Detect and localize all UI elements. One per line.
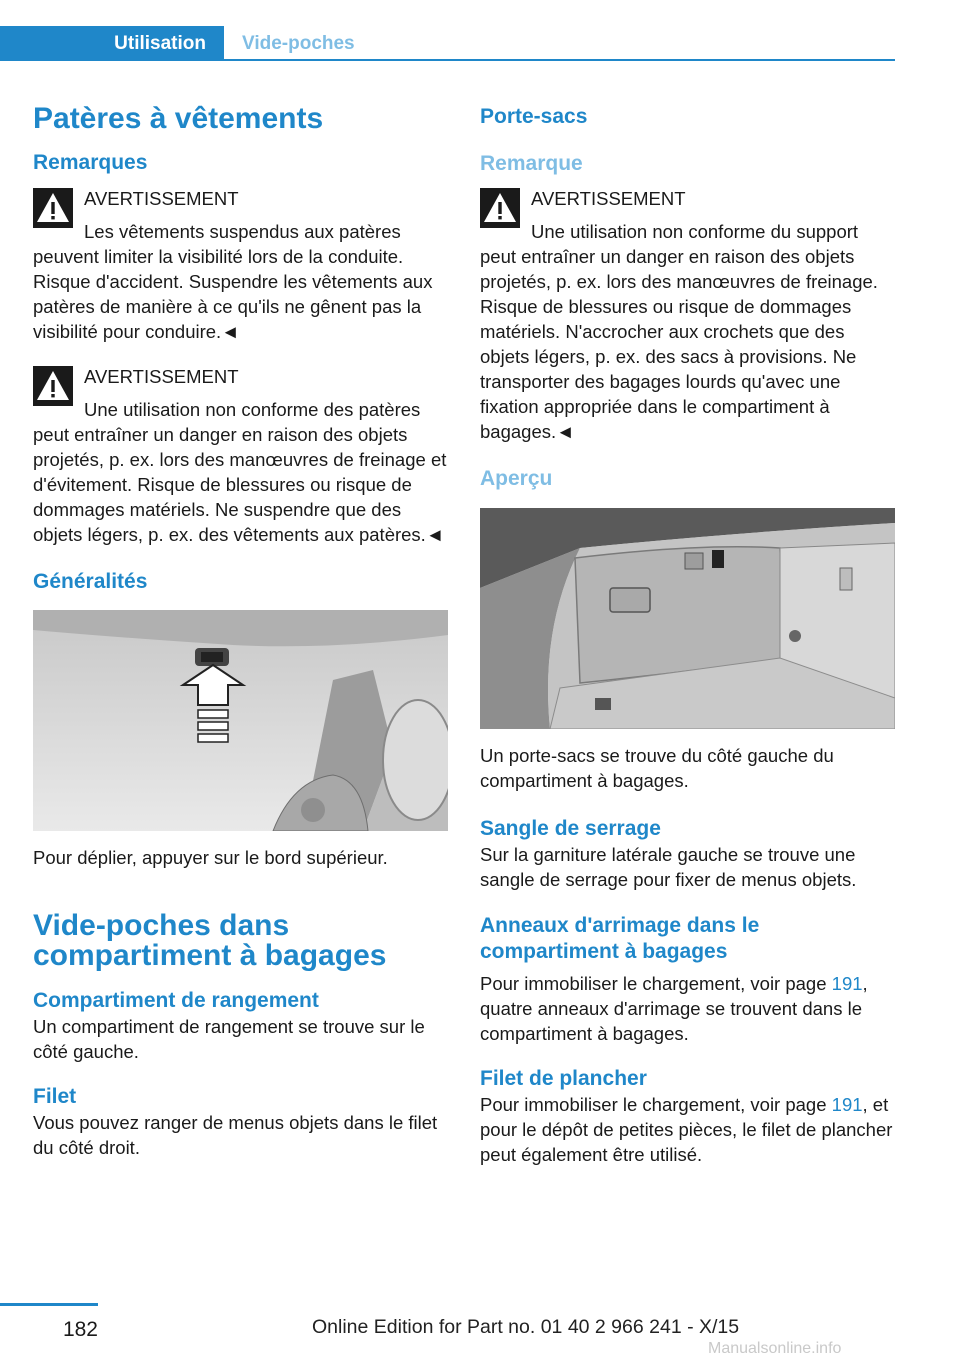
- header-tabs: [0, 26, 355, 61]
- storage-text: Un compartiment de rangement se trouve sur le côté gauche.: [33, 1016, 425, 1062]
- tab-utilisation[interactable]: Utilisation: [0, 26, 224, 61]
- net-heading: Filet: [33, 1085, 77, 1108]
- page-link-191[interactable]: 191: [831, 1094, 863, 1115]
- warning-title: AVERTISSEMENT: [84, 188, 239, 209]
- warning-icon: [33, 188, 73, 228]
- warning-icon: [480, 188, 520, 228]
- warning-title: AVERTISSEMENT: [84, 366, 239, 387]
- warning-text: Les vêtements suspendus aux patères peuvent limiter la visibilité lors de la conduite. Risque d'accident. Suspendre les vêtements aux patères de manière à ce qu'ils ne gênent pas la visibilité pour conduire.◄: [33, 221, 433, 342]
- section-title-vide-poches: Vide-poches dans compartiment à bagages: [33, 909, 387, 972]
- warning-block-3: [480, 186, 896, 444]
- storage-heading: Compartiment de rangement: [33, 989, 319, 1012]
- remark-heading: Remarque: [480, 152, 583, 175]
- floor-net-text-after: , et pour le dépôt de petites pièces, le filet de plancher peut également être utilisé.: [480, 1094, 893, 1165]
- warning-title: AVERTISSEMENT: [531, 188, 686, 209]
- page-link-191[interactable]: 191: [831, 973, 863, 994]
- strap-heading: Sangle de serrage: [480, 817, 661, 840]
- strap-text: Sur la garniture latérale gauche se trouve une sangle de serrage pour fixer de menus objets.: [480, 844, 857, 890]
- footer-rule: [0, 1303, 98, 1306]
- warning-text: Une utilisation non conforme du support peut entraîner un danger en raison des objets projetés, p. ex. lors des manœuvres de freinage. Risque de blessures ou risque de dommages matériels. N'accrocher aux crochets que des objets légers, p. ex. des sacs à provisions. Ne transporter des bagages lourds qu'avec une fixation appropriée dans le compartiment à bagages.◄: [480, 221, 878, 442]
- rings-heading: Anneaux d'arrimage dans le compartiment à bagages: [480, 914, 760, 963]
- photo-caption-right: Un porte-sacs se trouve du côté gauche du compartiment à bagages.: [480, 745, 834, 791]
- section-title-porte-sacs: Porte-sacs: [480, 105, 588, 128]
- tab-vide-poches[interactable]: Vide-poches: [242, 32, 355, 54]
- warning-block-1: [33, 186, 449, 344]
- warning-text: Une utilisation non conforme des patères peut entraîner un danger en raison des objets projetés, p. ex. lors des manœuvres de freinage et d'évitement. Risque de blessures ou risque de dommages matériels. Ne suspendre que des objets légers, p. ex. des vêtements aux patères.◄: [33, 399, 447, 545]
- left-column: [33, 95, 449, 1160]
- floor-net-heading: Filet de plancher: [480, 1067, 647, 1090]
- trunk-photo: [480, 508, 895, 729]
- right-column: [480, 95, 896, 1167]
- page-number: 182: [62, 1318, 98, 1341]
- header-rule: [224, 59, 895, 61]
- edition-note: Online Edition for Part no. 01 40 2 966 241 - X/15: [312, 1316, 740, 1338]
- remarks-heading: Remarques: [33, 151, 148, 174]
- warning-block-2: [33, 364, 449, 547]
- rings-text-before: Pour immobiliser le chargement, voir page: [480, 973, 832, 994]
- rings-text-after: , quatre anneaux d'arrimage se trouvent dans le compartiment à bagages.: [480, 973, 868, 1044]
- rings-text: [480, 971, 896, 1046]
- net-text: Vous pouvez ranger de menus objets dans le filet du côté droit.: [33, 1112, 438, 1158]
- general-heading: Généralités: [33, 570, 148, 593]
- watermark: Manualsonline.info: [708, 1340, 842, 1357]
- floor-net-text: [480, 1092, 896, 1167]
- warning-icon: [33, 366, 73, 406]
- section-title-pateres: Patères à vêtements: [33, 102, 324, 135]
- overview-heading: Aperçu: [480, 467, 553, 490]
- floor-net-text-before: Pour immobiliser le chargement, voir page: [480, 1094, 832, 1115]
- photo-caption-left: Pour déplier, appuyer sur le bord supérieur.: [33, 847, 388, 868]
- coat-hook-photo: [33, 610, 448, 831]
